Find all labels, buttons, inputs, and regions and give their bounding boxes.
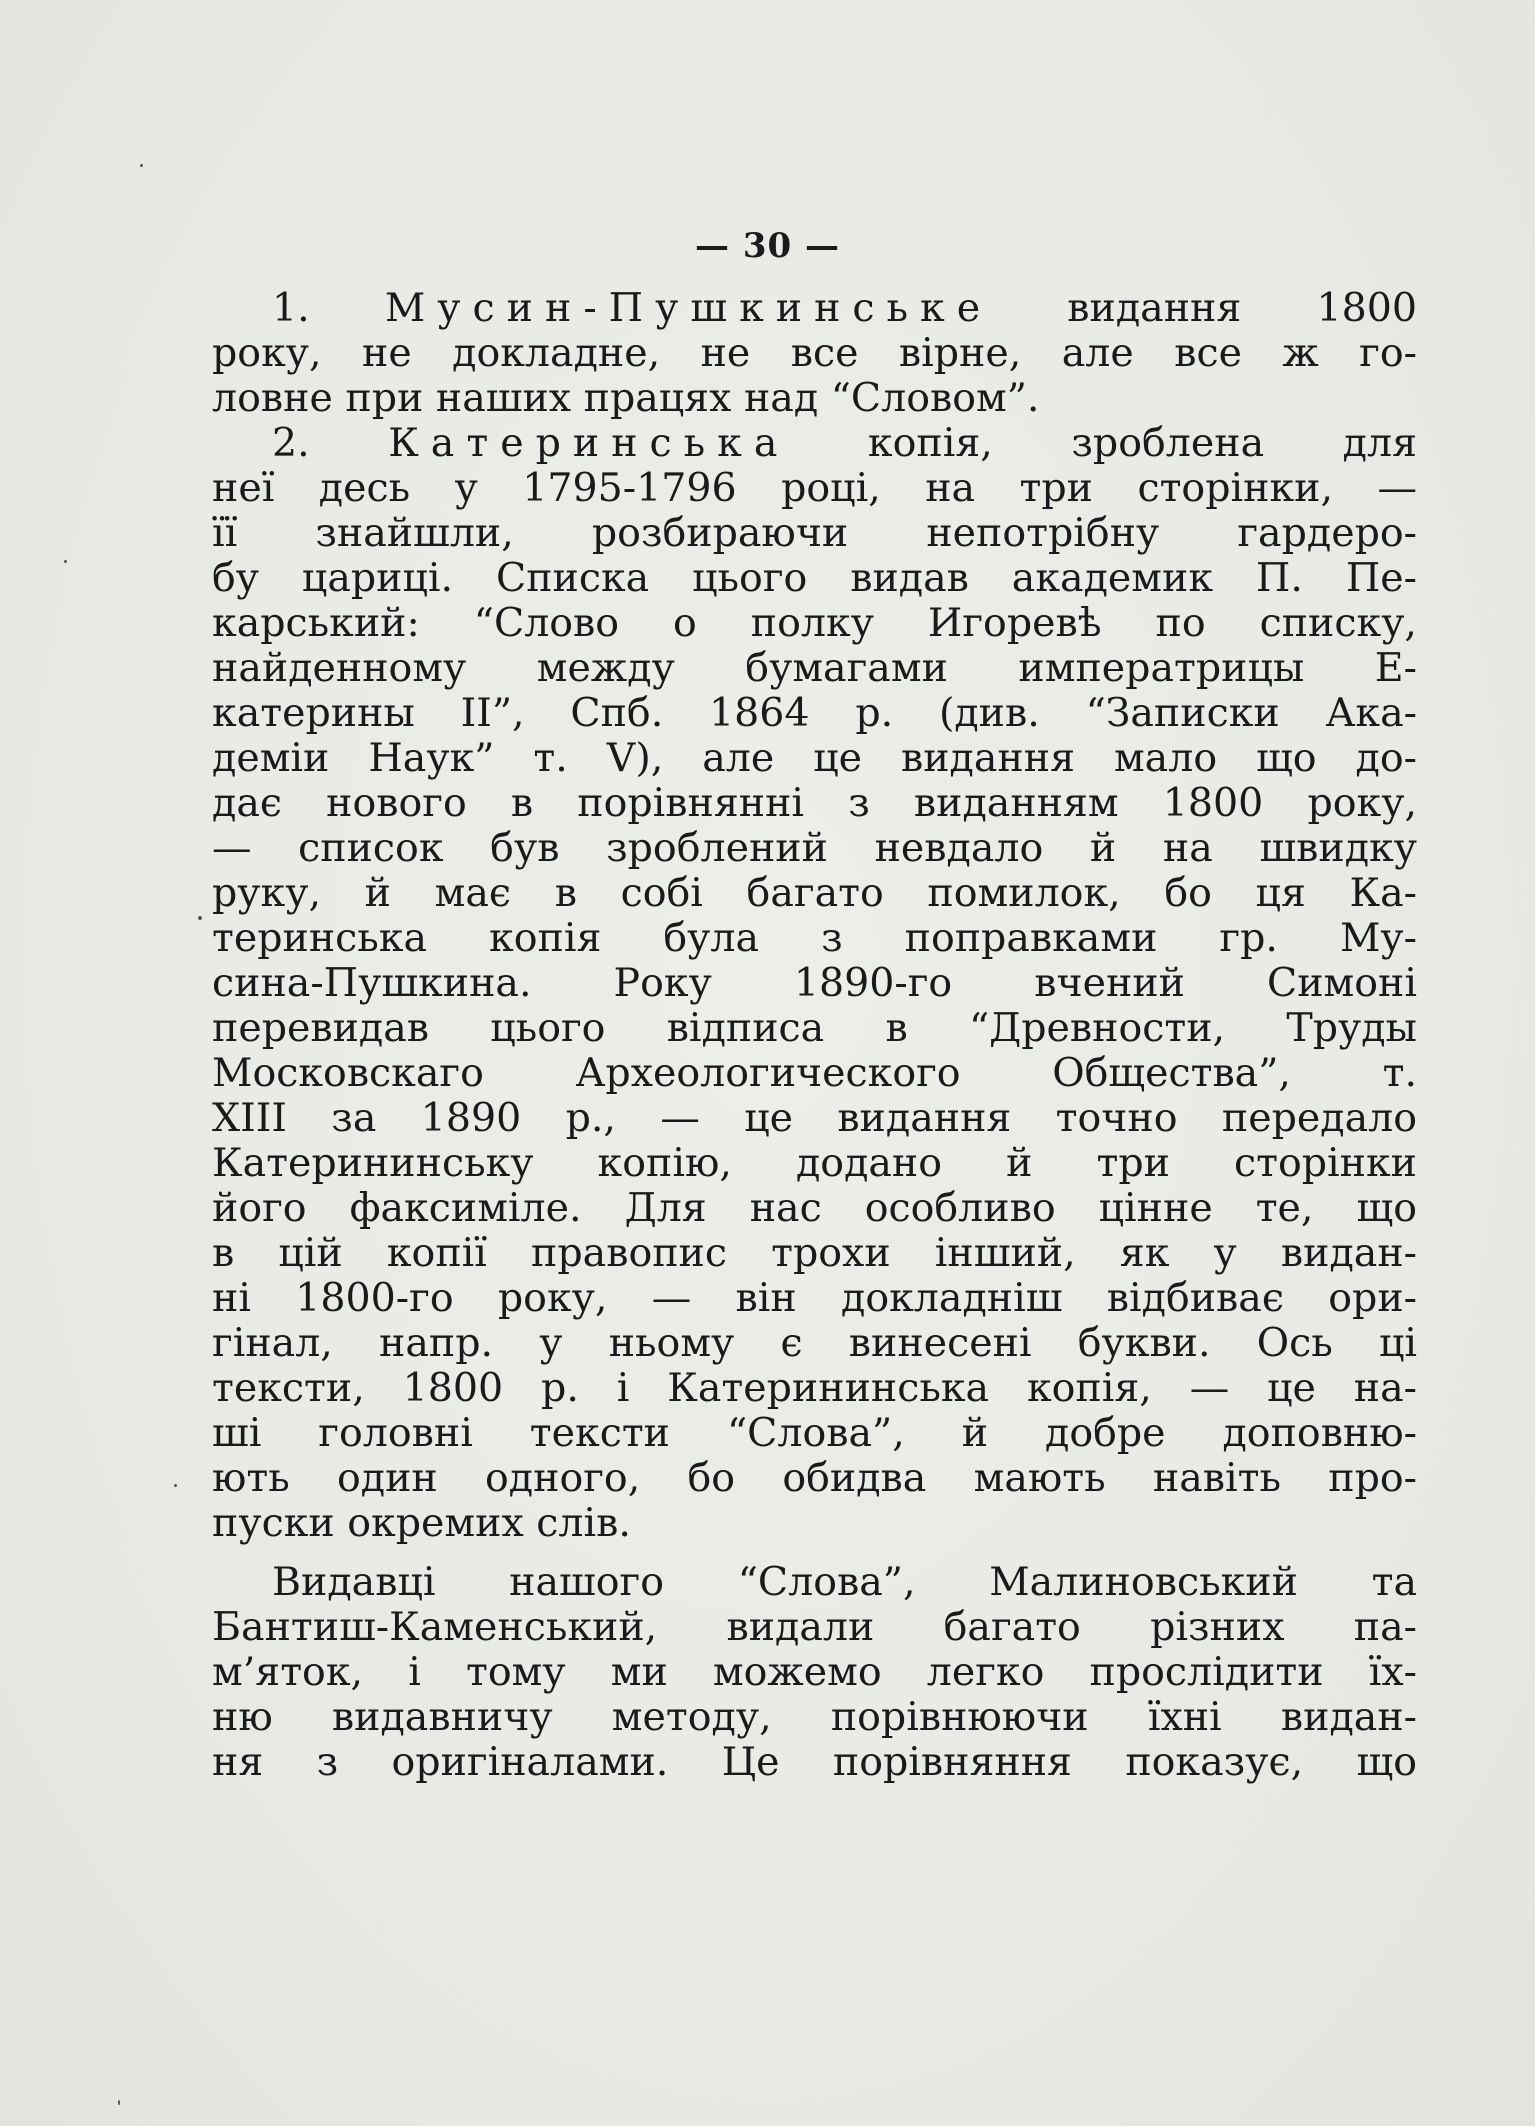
text-line: ня з оригіналами. Це порівняння показує, що [212,1739,1417,1785]
body-text [212,286,1417,1785]
text-line: 2. Катеринська копія, зроблена для [272,420,1417,466]
paragraph-2 [212,421,1417,1546]
text-line: м’яток, і тому ми можемо легко прослідити їх- [212,1649,1417,1695]
text-line: дає нового в порівнянні з виданням 1800 року, [212,780,1417,826]
text-line: XIII за 1890 р., — це видання точно передало [212,1095,1417,1141]
scan-speck [64,560,67,563]
page-number: — 30 — [695,226,840,266]
text-line: сина-Пушкина. Року 1890-го вчений Симоні [212,960,1417,1006]
text-line: катерины II”, Спб. 1864 р. (див. “Записки Ака- [212,690,1417,736]
text-line: Видавці нашого “Слова”, Малиновський та [272,1559,1417,1605]
scan-speck [174,1484,177,1487]
text-line: його факсиміле. Для нас особливо цінне те, що [212,1185,1417,1231]
text-line: ловне при наших працях над “Словом”. [212,375,1040,421]
paragraph-1 [212,286,1417,421]
text-line: демiи Наук” т. V), але це видання мало що до- [212,735,1417,781]
text-line: гінал, напр. у ньому є винесені букви. Ось ці [212,1320,1417,1366]
text-line: неї десь у 1795-1796 році, на три сторінки, — [212,465,1417,511]
text-line: бу цариці. Списка цього видав академик П. Пе- [212,555,1417,601]
text-line: її знайшли, розбираючи непотрібну гардеро- [212,510,1417,556]
text-line: року, не докладне, не все вірне, але все ж го- [212,330,1417,376]
text-line: 1. Мусин-Пушкинське видання 1800 [272,285,1417,331]
text-line: Катерининську копію, додано й три сторінки [212,1140,1417,1186]
text-line: перевидав цього відписа в “Древности, Труды [212,1005,1417,1051]
text-line: теринська копія була з поправками гр. Му- [212,915,1417,961]
text-line: ші головні тексти “Слова”, й добре доповню- [212,1410,1417,1456]
scan-speck [198,916,202,920]
text-line: ють один одного, бо обидва мають навіть про- [212,1455,1417,1501]
text-line: руку, й має в собі багато помилок, бо ця Ка- [212,870,1417,916]
text-line: пуски окремих слів. [212,1500,631,1546]
text-line: Бантиш-Каменський, видали багато різних па- [212,1604,1417,1650]
scan-speck [118,2100,120,2105]
text-line: в цій копії правопис трохи інший, як у видан- [212,1230,1417,1276]
text-line: — список був зроблений невдало й на швидку [212,825,1417,871]
scan-speck [140,164,143,167]
text-line: Московскаго Археологического Общества”, т. [212,1050,1417,1096]
text-line: тексти, 1800 р. і Катерининська копія, — це на- [212,1365,1417,1411]
text-line: карський: “Слово о полку Игоревѣ по списку, [212,600,1417,646]
paragraph-3 [212,1560,1417,1785]
text-line: найденному между бумагами императрицы Е- [212,645,1417,691]
text-line: ню видавничу методу, порівнюючи їхні видан- [212,1694,1417,1740]
text-line: ні 1800-го року, — він докладніш відбиває ори- [212,1275,1417,1321]
